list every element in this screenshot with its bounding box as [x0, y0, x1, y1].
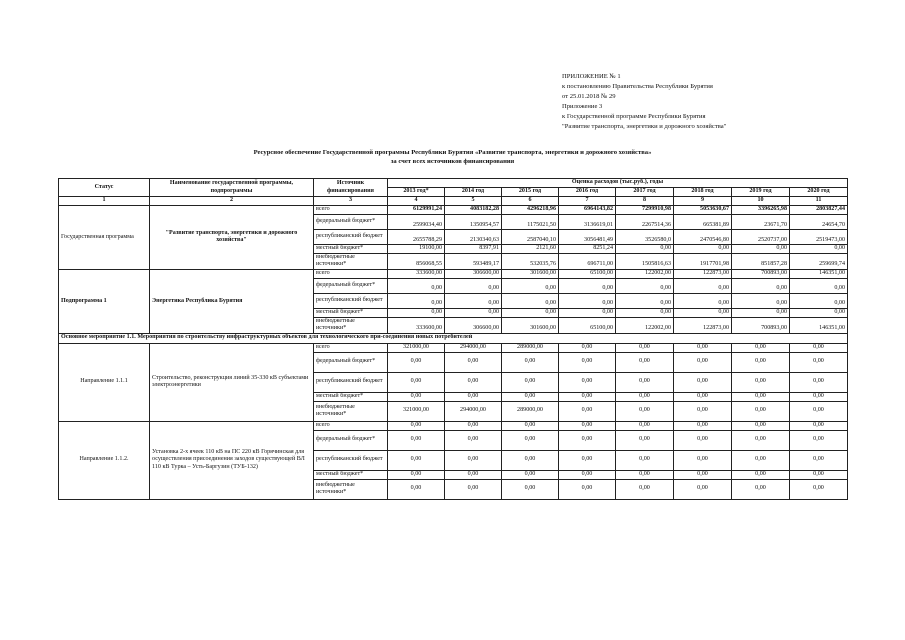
- funding-source: федеральный бюджет*: [314, 278, 388, 293]
- funding-source: республиканский бюджет: [314, 230, 388, 245]
- column-index: 2: [150, 197, 314, 206]
- table-row: [59, 421, 848, 430]
- amount-cell: 2267514,36: [616, 215, 674, 230]
- funding-source: республиканский бюджет: [314, 372, 388, 392]
- amount-cell: 2130340,63: [445, 230, 502, 245]
- amount-cell: 0,00: [502, 430, 559, 450]
- appendix-line: к постановлению Правительства Республики Бурятия: [562, 83, 713, 91]
- amount-cell: 0,00: [674, 352, 732, 372]
- amount-cell: 0,00: [388, 430, 445, 450]
- funding-source: федеральный бюджет*: [314, 430, 388, 450]
- amount-cell: 0,00: [616, 392, 674, 401]
- table-row: [59, 343, 848, 352]
- column-index: 6: [502, 197, 559, 206]
- amount-cell: 0,00: [674, 430, 732, 450]
- funding-source: внебюджетные источники*: [314, 401, 388, 421]
- header-year: 2019 год: [732, 188, 790, 197]
- row-status: Направление 1.1.1: [59, 343, 150, 421]
- amount-cell: 0,00: [732, 372, 790, 392]
- amount-cell: 0,00: [616, 352, 674, 372]
- section-title: Основное мероприятие 1.1. Мероприятия по строительству инфраструктурных объектов для технологического при-соединения новых потребителей: [59, 333, 848, 343]
- amount-cell: 0,00: [502, 372, 559, 392]
- amount-cell: 122873,00: [674, 317, 732, 333]
- amount-cell: 0,00: [674, 421, 732, 430]
- amount-cell: 146351,00: [790, 269, 848, 278]
- amount-cell: 0,00: [732, 343, 790, 352]
- amount-cell: 5053630,67: [674, 206, 732, 215]
- amount-cell: 696711,00: [559, 254, 616, 270]
- amount-cell: 0,00: [559, 430, 616, 450]
- column-index: 10: [732, 197, 790, 206]
- amount-cell: 289000,00: [502, 343, 559, 352]
- amount-cell: 333600,00: [388, 317, 445, 333]
- amount-cell: 0,00: [790, 430, 848, 450]
- amount-cell: 0,00: [674, 479, 732, 499]
- amount-cell: 851857,28: [732, 254, 790, 270]
- amount-cell: 0,00: [388, 372, 445, 392]
- amount-cell: 0,00: [388, 450, 445, 470]
- appendix-line: к Государственной программе Республики Бурятия: [562, 113, 706, 121]
- amount-cell: 259699,74: [790, 254, 848, 270]
- amount-cell: 0,00: [732, 308, 790, 317]
- header-year: 2020 год: [790, 188, 848, 197]
- amount-cell: 0,00: [559, 293, 616, 308]
- amount-cell: 0,00: [445, 278, 502, 293]
- column-index: 9: [674, 197, 732, 206]
- amount-cell: 3396265,98: [732, 206, 790, 215]
- amount-cell: 2587040,10: [502, 230, 559, 245]
- amount-cell: 294000,00: [445, 343, 502, 352]
- amount-cell: 0,00: [502, 479, 559, 499]
- amount-cell: 0,00: [674, 245, 732, 254]
- amount-cell: 0,00: [674, 343, 732, 352]
- funding-source: внебюджетные источники*: [314, 254, 388, 270]
- amount-cell: 532035,76: [502, 254, 559, 270]
- amount-cell: 0,00: [502, 450, 559, 470]
- amount-cell: 0,00: [790, 392, 848, 401]
- funding-source: всего: [314, 343, 388, 352]
- amount-cell: 0,00: [559, 352, 616, 372]
- amount-cell: 593489,17: [445, 254, 502, 270]
- amount-cell: 856068,55: [388, 254, 445, 270]
- header-year: 2018 год: [674, 188, 732, 197]
- amount-cell: 0,00: [502, 293, 559, 308]
- amount-cell: 0,00: [732, 450, 790, 470]
- funding-source: внебюджетные источники*: [314, 317, 388, 333]
- amount-cell: 65100,00: [559, 317, 616, 333]
- amount-cell: 294000,00: [445, 401, 502, 421]
- amount-cell: 0,00: [502, 308, 559, 317]
- table-row: [59, 206, 848, 215]
- amount-cell: 2121,60: [502, 245, 559, 254]
- header-status: Статус: [59, 179, 150, 197]
- funding-source: местный бюджет*: [314, 308, 388, 317]
- amount-cell: 7299910,98: [616, 206, 674, 215]
- amount-cell: 0,00: [445, 392, 502, 401]
- amount-cell: 1175021,50: [502, 215, 559, 230]
- amount-cell: 0,00: [790, 372, 848, 392]
- amount-cell: 0,00: [616, 470, 674, 479]
- amount-cell: 3136619,01: [559, 215, 616, 230]
- amount-cell: 2470546,80: [674, 230, 732, 245]
- amount-cell: 321000,00: [388, 343, 445, 352]
- amount-cell: 24654,70: [790, 215, 848, 230]
- amount-cell: 0,00: [559, 308, 616, 317]
- amount-cell: 700893,00: [732, 269, 790, 278]
- amount-cell: 0,00: [674, 372, 732, 392]
- amount-cell: 306600,00: [445, 317, 502, 333]
- amount-cell: 0,00: [445, 352, 502, 372]
- amount-cell: 0,00: [790, 479, 848, 499]
- amount-cell: 0,00: [674, 278, 732, 293]
- column-index: 4: [388, 197, 445, 206]
- funding-source: федеральный бюджет*: [314, 352, 388, 372]
- amount-cell: 0,00: [502, 278, 559, 293]
- amount-cell: 0,00: [674, 392, 732, 401]
- amount-cell: 289000,00: [502, 401, 559, 421]
- amount-cell: 0,00: [616, 479, 674, 499]
- row-name: Энергетика Республика Бурятия: [150, 269, 314, 333]
- amount-cell: 0,00: [445, 372, 502, 392]
- amount-cell: 306600,00: [445, 269, 502, 278]
- amount-cell: 0,00: [445, 430, 502, 450]
- amount-cell: 0,00: [732, 245, 790, 254]
- table-row: [59, 269, 848, 278]
- amount-cell: 2803827,44: [790, 206, 848, 215]
- amount-cell: 1505816,63: [616, 254, 674, 270]
- header-estimate: Оценка расходов (тыс.руб.), годы: [388, 179, 848, 188]
- funding-source: местный бюджет*: [314, 392, 388, 401]
- amount-cell: 0,00: [445, 479, 502, 499]
- amount-cell: 0,00: [388, 293, 445, 308]
- amount-cell: 0,00: [559, 372, 616, 392]
- amount-cell: 122002,00: [616, 317, 674, 333]
- amount-cell: 333600,00: [388, 269, 445, 278]
- amount-cell: 0,00: [502, 392, 559, 401]
- column-index: 5: [445, 197, 502, 206]
- resource-table: [58, 178, 848, 500]
- amount-cell: 0,00: [388, 308, 445, 317]
- amount-cell: 0,00: [559, 401, 616, 421]
- column-index: 3: [314, 197, 388, 206]
- amount-cell: 665381,89: [674, 215, 732, 230]
- amount-cell: 0,00: [616, 401, 674, 421]
- amount-cell: 8397,91: [445, 245, 502, 254]
- amount-cell: 0,00: [616, 245, 674, 254]
- amount-cell: 0,00: [790, 293, 848, 308]
- amount-cell: 1350954,57: [445, 215, 502, 230]
- amount-cell: 0,00: [616, 308, 674, 317]
- amount-cell: 0,00: [445, 293, 502, 308]
- header-year: 2013 год*: [388, 188, 445, 197]
- amount-cell: 0,00: [559, 450, 616, 470]
- amount-cell: 0,00: [790, 278, 848, 293]
- amount-cell: 0,00: [674, 401, 732, 421]
- title-line-1: Ресурсное обеспечение Государственной программы Республики Бурятия «Развитие транспорта, энергетики и дорожного хозяйства»: [253, 149, 652, 156]
- amount-cell: 0,00: [732, 352, 790, 372]
- appendix-line: Приложение 3: [562, 103, 603, 111]
- amount-cell: 2599034,40: [388, 215, 445, 230]
- row-name: "Развитие транспорта, энергетики и дорожного хозяйства": [150, 206, 314, 270]
- amount-cell: 0,00: [616, 372, 674, 392]
- column-index: 1: [59, 197, 150, 206]
- amount-cell: 0,00: [790, 352, 848, 372]
- amount-cell: 0,00: [674, 470, 732, 479]
- amount-cell: 1917701,98: [674, 254, 732, 270]
- amount-cell: 0,00: [790, 401, 848, 421]
- header-year: 2016 год: [559, 188, 616, 197]
- amount-cell: 0,00: [388, 421, 445, 430]
- appendix-header: [562, 72, 726, 133]
- funding-source: республиканский бюджет: [314, 450, 388, 470]
- section-row: [59, 333, 848, 343]
- funding-source: всего: [314, 269, 388, 278]
- amount-cell: 8251,24: [559, 245, 616, 254]
- appendix-line: "Развитие транспорта, энергетики и дорожного хозяйства": [562, 123, 727, 131]
- amount-cell: 3526580,0: [616, 230, 674, 245]
- amount-cell: 23671,70: [732, 215, 790, 230]
- amount-cell: 0,00: [616, 430, 674, 450]
- amount-cell: 0,00: [790, 245, 848, 254]
- amount-cell: 0,00: [732, 470, 790, 479]
- amount-cell: 0,00: [790, 343, 848, 352]
- funding-source: всего: [314, 421, 388, 430]
- amount-cell: 3056481,49: [559, 230, 616, 245]
- amount-cell: 2519473,00: [790, 230, 848, 245]
- amount-cell: 0,00: [732, 293, 790, 308]
- amount-cell: 0,00: [674, 450, 732, 470]
- row-status: Государственная программа: [59, 206, 150, 270]
- amount-cell: 122002,00: [616, 269, 674, 278]
- funding-source: всего: [314, 206, 388, 215]
- amount-cell: 6964143,82: [559, 206, 616, 215]
- appendix-line: от 25.01.2018 № 29: [562, 93, 616, 101]
- amount-cell: 19100,00: [388, 245, 445, 254]
- amount-cell: 301600,00: [502, 317, 559, 333]
- amount-cell: 0,00: [502, 421, 559, 430]
- row-status: Подпрограмма 1: [59, 269, 150, 333]
- amount-cell: 0,00: [732, 278, 790, 293]
- amount-cell: 0,00: [732, 430, 790, 450]
- amount-cell: 0,00: [388, 392, 445, 401]
- amount-cell: 0,00: [559, 278, 616, 293]
- amount-cell: 0,00: [790, 308, 848, 317]
- amount-cell: 0,00: [616, 343, 674, 352]
- amount-cell: 0,00: [388, 470, 445, 479]
- title-line-2: за счет всех источников финансирования: [390, 158, 515, 165]
- amount-cell: 6129991,24: [388, 206, 445, 215]
- funding-source: внебюджетные источники*: [314, 479, 388, 499]
- amount-cell: 2520737,00: [732, 230, 790, 245]
- amount-cell: 0,00: [616, 421, 674, 430]
- header-name: Наименование государственной программы, подпрограммы: [150, 179, 314, 197]
- column-index: 11: [790, 197, 848, 206]
- amount-cell: 2655788,29: [388, 230, 445, 245]
- amount-cell: 0,00: [674, 308, 732, 317]
- header-year: 2017 год: [616, 188, 674, 197]
- column-index: 8: [616, 197, 674, 206]
- amount-cell: 0,00: [790, 470, 848, 479]
- amount-cell: 0,00: [445, 308, 502, 317]
- funding-source: местный бюджет*: [314, 245, 388, 254]
- amount-cell: 321000,00: [388, 401, 445, 421]
- header-year: 2014 год: [445, 188, 502, 197]
- amount-cell: 301600,00: [502, 269, 559, 278]
- amount-cell: 0,00: [732, 479, 790, 499]
- amount-cell: 0,00: [559, 343, 616, 352]
- amount-cell: 0,00: [732, 392, 790, 401]
- amount-cell: 4083182,28: [445, 206, 502, 215]
- row-name: Строительство, реконструкция линий 35-330 кВ субъектами электроэнергетики: [150, 343, 314, 421]
- amount-cell: 4296218,96: [502, 206, 559, 215]
- amount-cell: 146351,00: [790, 317, 848, 333]
- amount-cell: 0,00: [502, 352, 559, 372]
- amount-cell: 0,00: [616, 293, 674, 308]
- funding-source: федеральный бюджет*: [314, 215, 388, 230]
- amount-cell: 122873,00: [674, 269, 732, 278]
- row-name: Установка 2-х ячеек 110 кВ на ПС 220 кВ Горячинская для осуществления присоединения заходов существующей ВЛ 110 кВ Турка – Усть-Баргузин (ТУБ-132): [150, 421, 314, 499]
- amount-cell: 0,00: [388, 352, 445, 372]
- amount-cell: 0,00: [559, 421, 616, 430]
- document-title: [60, 148, 845, 166]
- amount-cell: 0,00: [388, 278, 445, 293]
- amount-cell: 0,00: [445, 421, 502, 430]
- amount-cell: 0,00: [616, 450, 674, 470]
- amount-cell: 0,00: [732, 421, 790, 430]
- funding-source: местный бюджет*: [314, 470, 388, 479]
- row-status: Направление 1.1.2.: [59, 421, 150, 499]
- amount-cell: 0,00: [559, 479, 616, 499]
- appendix-line: ПРИЛОЖЕНИЕ № 1: [562, 73, 621, 80]
- column-index: 7: [559, 197, 616, 206]
- header-year: 2015 год: [502, 188, 559, 197]
- amount-cell: 0,00: [388, 479, 445, 499]
- amount-cell: 0,00: [445, 450, 502, 470]
- amount-cell: 0,00: [732, 401, 790, 421]
- amount-cell: 700893,00: [732, 317, 790, 333]
- amount-cell: 0,00: [790, 421, 848, 430]
- amount-cell: 65100,00: [559, 269, 616, 278]
- amount-cell: 0,00: [674, 293, 732, 308]
- funding-source: республиканский бюджет: [314, 293, 388, 308]
- amount-cell: 0,00: [790, 450, 848, 470]
- amount-cell: 0,00: [559, 470, 616, 479]
- amount-cell: 0,00: [502, 470, 559, 479]
- amount-cell: 0,00: [616, 278, 674, 293]
- amount-cell: 0,00: [559, 392, 616, 401]
- amount-cell: 0,00: [445, 470, 502, 479]
- header-source: Источник финансирования: [314, 179, 388, 197]
